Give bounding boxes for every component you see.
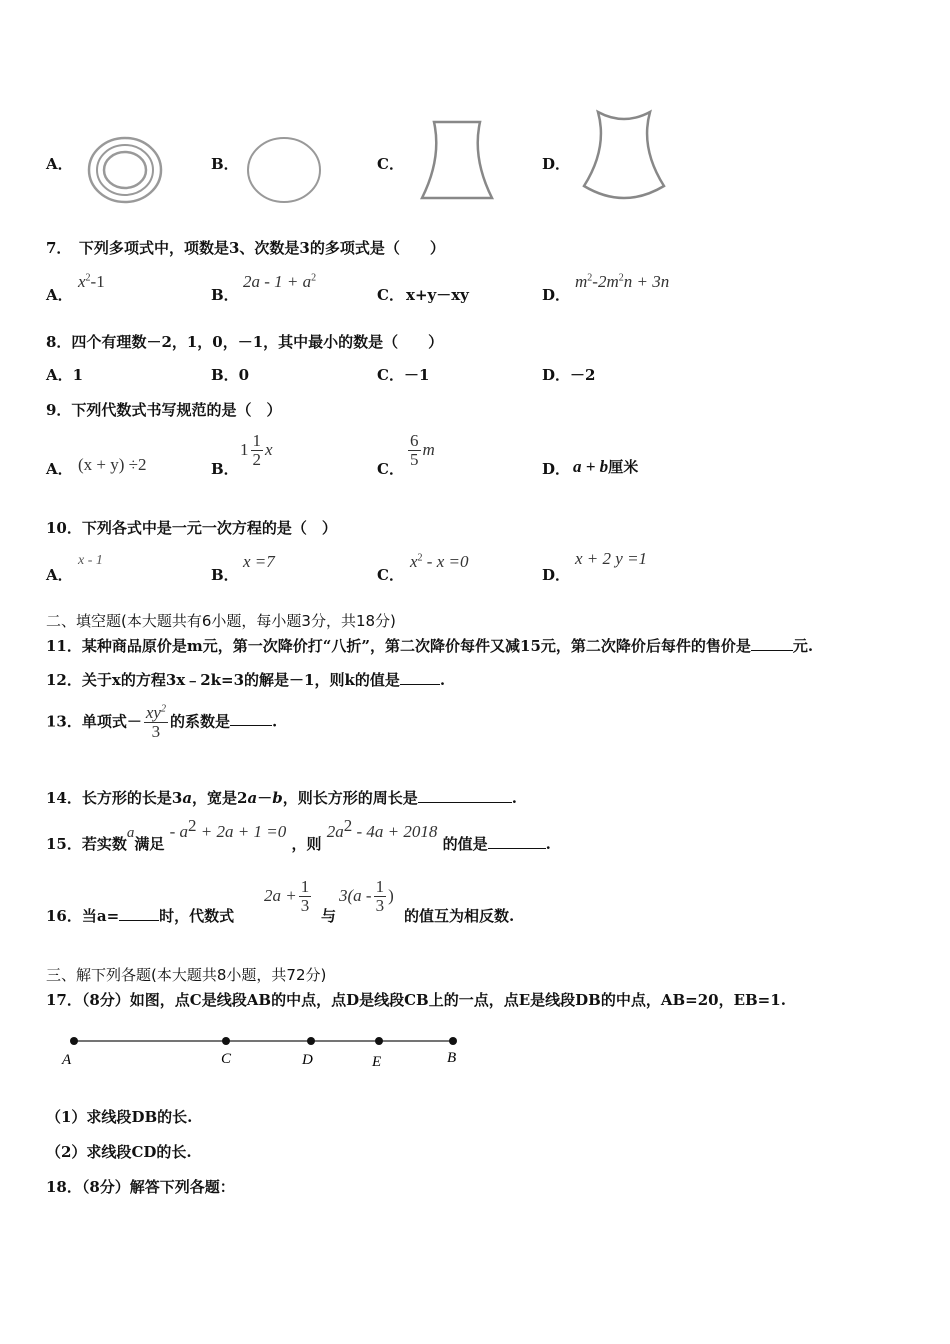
q12-blank[interactable]: [400, 670, 440, 685]
q14-blank[interactable]: [418, 788, 512, 803]
q10-stem: 10．下列各式中是一元一次方程的是（ ）: [46, 519, 337, 537]
q9-option-c-math: $\frac{6}{5}$ m: [410, 431, 435, 469]
q10-option-d-label: D．: [542, 566, 571, 584]
q16-expression-2: 3(a - $\frac{1}{3}$ ): [339, 877, 394, 915]
q7-option-b-label: B．: [211, 286, 239, 304]
point-b-label: B: [447, 1050, 457, 1066]
q7-option-a-math: $x^2-1$: [78, 272, 105, 291]
point-c: [222, 1037, 230, 1045]
q13-blank[interactable]: [230, 711, 272, 726]
q15-blank[interactable]: [488, 834, 546, 849]
q7-option-b-math: $2a - 1 + a^2$: [243, 272, 317, 291]
q16-suffix: 的值互为相反数.: [404, 907, 515, 925]
q6-option-b-label: B．: [211, 155, 239, 173]
q9-option-b-label: B．: [211, 460, 239, 478]
q10-option-a-math: x - 1: [78, 553, 103, 568]
q7-option-a-label: A．: [46, 286, 73, 304]
q6-option-a-label: A．: [46, 155, 73, 173]
q8-option-c: C．－1: [377, 366, 430, 384]
q10-option-b-label: B．: [211, 566, 239, 584]
q15-text: 15．若实数a满足 - $a^2 + 2a + 1 =0$ ，则 $2a^2 - 4a + 2018$ 的值是 .: [46, 816, 551, 853]
q8-option-b: B．0: [211, 366, 250, 384]
circle-icon: [244, 135, 324, 205]
point-b: [449, 1037, 457, 1045]
q11-blank[interactable]: [751, 636, 793, 651]
q8-option-d: D．－2: [542, 366, 596, 384]
point-e: [375, 1037, 383, 1045]
q11-text: 11．某种商品原价是m元，第一次降价打“八折”，第二次降价每件又减15元，第二次降价后每件的售价是 元.: [46, 637, 814, 655]
section-2-heading: 二、填空题(本大题共有6小题，每小题3分，共18分): [46, 612, 396, 630]
q9-option-d-label: D．: [542, 460, 571, 478]
concentric-rings-icon: [86, 135, 166, 205]
q17-subquestion-2: （2）求线段CD的长.: [46, 1143, 192, 1161]
section-3-heading: 三、解下列各题(本大题共8小题，共72分): [46, 966, 327, 984]
point-a: [70, 1037, 78, 1045]
q6-option-d-label: D．: [542, 155, 571, 173]
q9-option-c-label: C．: [377, 460, 404, 478]
point-d: [307, 1037, 315, 1045]
q9-option-a-label: A．: [46, 460, 73, 478]
q10-option-c-label: C．: [377, 566, 404, 584]
concave-vase-outline-icon: [416, 118, 500, 204]
q13-text: 13．单项式－ $\frac{xy^2}{3}$ 的系数是 .: [46, 703, 278, 741]
q10-option-c-math: $x^2 - x =0$: [410, 552, 469, 571]
point-d-label: D: [302, 1052, 313, 1068]
q9-option-d-math: a + b厘米: [573, 457, 639, 476]
q17-text: 17．（8分）如图，点C是线段AB的中点，点D是线段CB上的一点，点E是线段DB的中点，AB=20，EB=1.: [46, 991, 786, 1009]
q7-option-d-math: $m^2-2m^2n + 3n$: [575, 272, 670, 291]
point-a-label: A: [62, 1052, 72, 1068]
q14-text: 14．长方形的长是3a，宽是2a－b，则长方形的周长是 .: [46, 789, 517, 807]
q8-option-a: A．1: [46, 366, 84, 384]
q10-option-a-label: A．: [46, 566, 73, 584]
q12-text: 12．关于x的方程3x﹣2k=3的解是－1，则k的值是 .: [46, 671, 446, 689]
q10-option-d-math: x + 2 y =1: [575, 549, 648, 568]
q9-option-a-math: (x + y) ÷2: [78, 455, 147, 474]
q7-option-d-label: D．: [542, 286, 571, 304]
q16-prefix: 16．当a= 时，代数式: [46, 907, 235, 925]
q16-expression-1: 2a + $\frac{1}{3}$: [264, 877, 310, 915]
q9-stem: 9．下列代数式书写规范的是（ ）: [46, 401, 282, 419]
q10-option-b-math: x =7: [243, 552, 275, 571]
q9-option-b-math: 1 $\frac{1}{2}$ x: [240, 431, 273, 469]
q7-option-c-label: C．: [377, 286, 404, 304]
q7-stem: 7． 下列多项式中，项数是3、次数是3的多项式是（ ）: [46, 239, 445, 257]
q16-blank[interactable]: [119, 906, 159, 921]
vase-outline-icon: [578, 108, 670, 204]
point-c-label: C: [221, 1051, 232, 1067]
segment-diagram: [55, 1028, 475, 1078]
q6-option-c-label: C．: [377, 155, 404, 173]
q17-subquestion-1: （1）求线段DB的长.: [46, 1108, 193, 1126]
point-e-label: E: [372, 1054, 382, 1070]
q8-stem: 8．四个有理数－2，1，0，－1，其中最小的数是（ ）: [46, 333, 444, 351]
q16-conjunction: 与: [321, 907, 337, 925]
q7-option-c-text: x+y－xy: [406, 286, 469, 304]
q18-text: 18．（8分）解答下列各题：: [46, 1178, 235, 1196]
